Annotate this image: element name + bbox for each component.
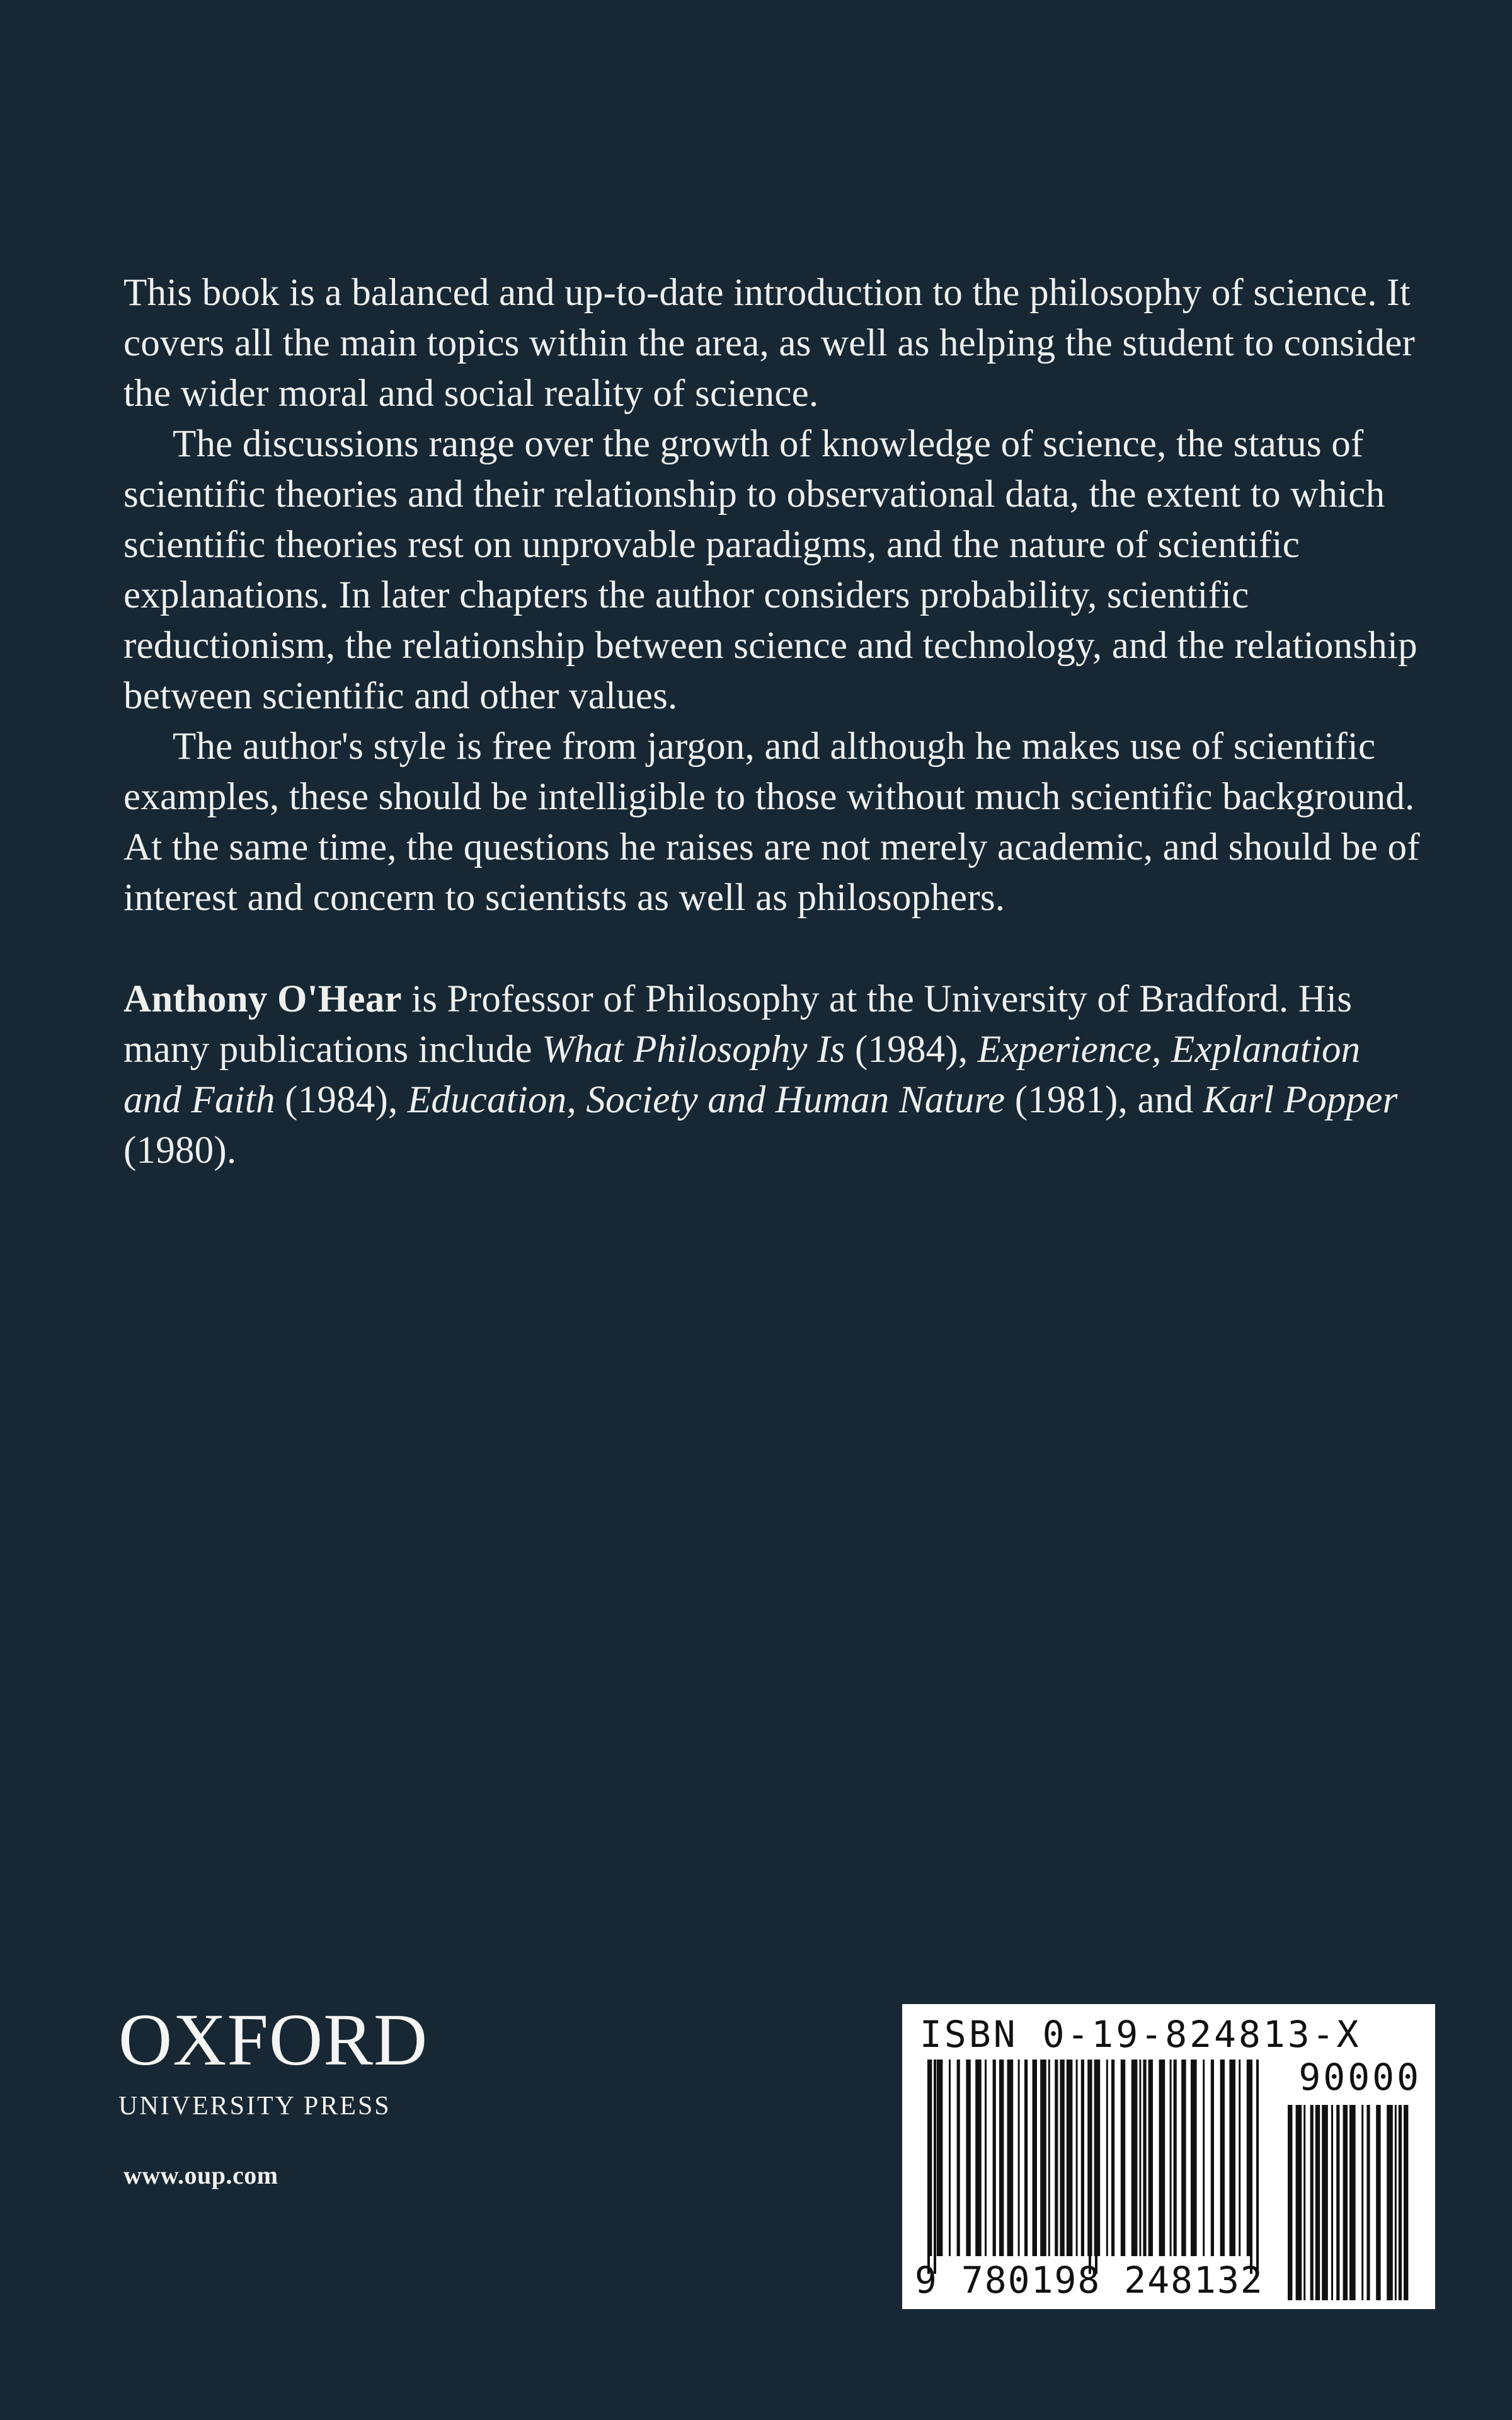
barcode-bar: [1343, 2105, 1348, 2300]
barcode-bar: [1111, 2060, 1114, 2256]
barcode-bar: [1143, 2060, 1146, 2256]
barcode-bar: [1331, 2105, 1333, 2300]
barcode-bar: [1366, 2105, 1370, 2300]
barcode-bar: [1055, 2060, 1058, 2256]
book-title-3: Education, Society and Human Nature: [407, 1079, 1005, 1121]
author-name: Anthony O'Hear: [123, 978, 402, 1020]
barcode-bar: [1361, 2105, 1363, 2300]
barcode-bar: [985, 2060, 987, 2256]
barcode-bar: [1024, 2060, 1028, 2256]
ean-digits: 9 780198 248132: [915, 2259, 1264, 2302]
barcode-guard-bar: [1089, 2060, 1091, 2274]
publisher-website: www.oup.com: [123, 2161, 278, 2189]
barcode-bar: [1159, 2060, 1166, 2256]
price-supplement-code: 90000: [1298, 2056, 1421, 2099]
back-cover-blurb: [123, 268, 1421, 923]
bio-text-2: (1984),: [845, 1028, 978, 1071]
bio-text-4: (1981), and: [1005, 1079, 1203, 1121]
barcode-bar: [1139, 2060, 1141, 2256]
barcode-bar: [1247, 2060, 1250, 2256]
barcode-bar: [1203, 2060, 1205, 2256]
barcode-bar: [1399, 2105, 1402, 2300]
book-title-4: Karl Popper: [1203, 1079, 1398, 1121]
barcode-bar: [1296, 2105, 1302, 2300]
barcode-bar: [1395, 2105, 1397, 2300]
barcode-bar: [1220, 2060, 1225, 2256]
barcode-bar: [1310, 2105, 1314, 2300]
publisher-subtitle: UNIVERSITY PRESS: [118, 2092, 391, 2121]
barcode-bar: [957, 2060, 960, 2256]
barcode-bar: [1174, 2060, 1177, 2256]
barcode-bar: [1288, 2105, 1292, 2300]
barcode-bar: [1315, 2105, 1320, 2300]
barcode-bar: [1040, 2060, 1046, 2256]
barcode-bar: [1106, 2060, 1108, 2256]
publisher-logo: [118, 1998, 428, 2121]
barcode-bar: [1033, 2060, 1037, 2256]
barcode-bar: [1018, 2060, 1020, 2256]
author-bio: [123, 974, 1421, 1176]
barcode-bar: [1081, 2060, 1084, 2256]
blurb-paragraph-2: The discussions range over the growth of knowledge of science, the status of scientific theories and their relationship to observational data, the extent to which scientific theories rest on unprovable paradigms, and the nature of scientific explanations. In later chapters the author considers probability, scientific reductionism, the relationship between science and technology, and the relationship between scientific and other values.: [123, 423, 1418, 717]
book-title-1: What Philosophy Is: [542, 1028, 845, 1071]
barcode-bar: [966, 2060, 970, 2256]
isbn-barcode-label: [902, 2004, 1435, 2309]
barcode-bar: [993, 2060, 996, 2256]
barcode-bar: [975, 2060, 982, 2256]
barcode-bar: [1060, 2060, 1064, 2256]
barcode-bar: [1067, 2060, 1073, 2256]
barcode-bar: [1007, 2060, 1014, 2256]
bio-text-3: (1984),: [275, 1079, 408, 1121]
barcode-bar: [1211, 2060, 1214, 2256]
barcode-guard-bar: [1095, 2060, 1097, 2274]
barcode-bar: [999, 2060, 1004, 2256]
barcode-bar: [1404, 2105, 1408, 2300]
isbn-number: ISBN 0-19-824813-X: [920, 2013, 1361, 2056]
barcode-guard-bar: [1256, 2060, 1259, 2274]
barcode-bar: [1322, 2105, 1328, 2300]
book-title-2: Experience, Explanation and Faith: [123, 1028, 1361, 1121]
barcode-guard-bar: [1250, 2060, 1252, 2274]
barcode-bar: [1131, 2060, 1138, 2256]
barcode-bar: [1239, 2060, 1240, 2256]
barcode-bar: [1148, 2060, 1153, 2256]
barcode-bar: [949, 2060, 951, 2256]
barcode-guard-bar: [934, 2060, 936, 2274]
barcode-bar: [1048, 2060, 1050, 2256]
bio-text-5: (1980).: [123, 1129, 237, 1172]
bio-text-1: is Professor of Philosophy at the University of Bradford. His many publications include: [123, 978, 1353, 1071]
blurb-paragraph-1: This book is a balanced and up-to-date introduction to the philosophy of science. It covers all the main topics within the area, as well as helping the student to consider the wider moral and social reality of science.: [123, 272, 1415, 415]
publisher-name: OXFORD: [118, 1998, 428, 2081]
barcode-bar: [1349, 2105, 1356, 2300]
barcode-bar: [1170, 2060, 1172, 2256]
barcode-bar: [1181, 2060, 1186, 2256]
barcode-bar: [1376, 2105, 1380, 2300]
barcode-bar: [1229, 2060, 1235, 2256]
blurb-paragraph-3: The author's style is free from jargon, and although he makes use of scientific examples, these should be intelligible to those without much scientific background. At the same time, the questions he raises are not merely academic, and should be of interest and concern to scientists as well as philosophers.: [123, 725, 1420, 919]
barcode-bar: [1076, 2060, 1078, 2256]
barcode-guard-bar: [927, 2060, 930, 2274]
barcode-bar: [1121, 2060, 1125, 2256]
barcode-bar: [1387, 2105, 1393, 2300]
barcode-bar: [1303, 2105, 1305, 2300]
barcode-bar: [1336, 2105, 1339, 2300]
barcode-bar: [937, 2060, 943, 2256]
barcode-bar: [1191, 2060, 1197, 2256]
